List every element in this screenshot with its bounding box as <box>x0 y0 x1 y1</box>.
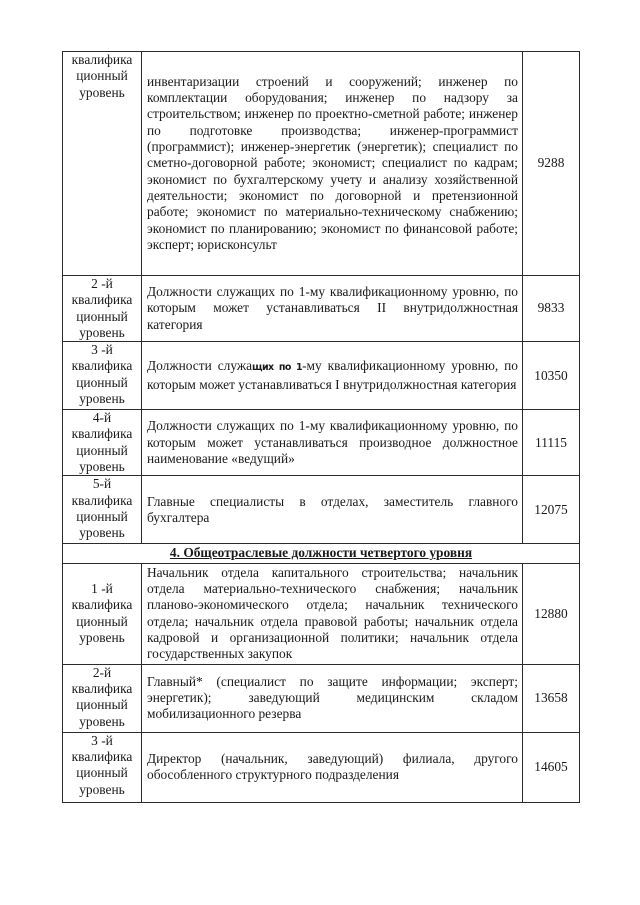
qualification-level-cell: 3 -й квалифика ционный уровень <box>63 732 142 802</box>
table-row <box>63 732 580 802</box>
position-description-cell: Начальник отдела капитального строительства; начальник отдела материально-технического снабжения; начальник планово-экономического отдела; начальник технического отдела; начальник отдела правовой работы; начальник отдела кадровой и организационной политики; начальник отдела государственных закупок <box>142 563 523 664</box>
table-row <box>63 563 580 664</box>
table-row <box>63 664 580 732</box>
table-row <box>63 276 580 342</box>
table-row <box>63 476 580 544</box>
qualification-level-cell: 3 -й квалифика ционный уровень <box>63 342 142 410</box>
salary-cell: 10350 <box>523 342 580 410</box>
description-text: Должности служа <box>147 358 253 374</box>
salary-cell: 9833 <box>523 276 580 342</box>
salary-cell: 13658 <box>523 664 580 732</box>
table-row <box>63 342 580 410</box>
qualification-level-cell: квалифика ционный уровень <box>63 52 142 276</box>
table-row <box>63 410 580 476</box>
section-heading: 4. Общеотраслевые должности четвертого уровня <box>63 544 580 563</box>
salary-cell: 14605 <box>523 732 580 802</box>
salary-cell: 12075 <box>523 476 580 544</box>
position-description-cell <box>142 342 523 410</box>
description-text: -му квалификационному уровню, по которым может устанавливаться I внутридолжностная категория <box>147 358 518 392</box>
position-description-cell: Должности служащих по 1-му квалификационному уровню, по которым может устанавливаться производное должностное наименование «ведущий» <box>142 410 523 476</box>
qualification-level-cell: 4-й квалифика ционный уровень <box>63 410 142 476</box>
qualification-level-cell: 2-й квалифика ционный уровень <box>63 664 142 732</box>
position-description-cell: инвентаризации строений и сооружений; инженер по комплектации оборудования; инженер по надзору за строительством; инженер по проектно-сметной работе; инженер по подготовке производства; инженер-программист (программист); инженер-энергетик (энергетик); специалист по сметно-договорной работе; экономист; специалист по кадрам; экономист по бухгалтерскому учету и анализу хозяйственной деятельности; экономист по договорной и претензионной работе; экономист по материально-техническому снабжению; экономист по планированию; экономист по финансовой работе; эксперт; юрисконсульт <box>142 52 523 276</box>
salary-cell: 12880 <box>523 563 580 664</box>
qualification-table <box>62 51 580 803</box>
position-description-cell: Директор (начальник, заведующий) филиала, другого обособленного структурного подразделения <box>142 732 523 802</box>
position-description-cell: Главные специалисты в отделах, заместитель главного бухгалтера <box>142 476 523 544</box>
section-heading-row <box>63 544 580 563</box>
qualification-level-cell: 2 -й квалифика ционный уровень <box>63 276 142 342</box>
qualification-level-cell: 1 -й квалифика ционный уровень <box>63 563 142 664</box>
salary-cell: 9288 <box>523 52 580 276</box>
table-row <box>63 52 580 276</box>
salary-cell: 11115 <box>523 410 580 476</box>
position-description-cell: Должности служащих по 1-му квалификационному уровню, по которым может устанавливаться II внутридолжностная категория <box>142 276 523 342</box>
position-description-cell: Главный* (специалист по защите информации; эксперт; энергетик); заведующий медицинским складом мобилизационного резерва <box>142 664 523 732</box>
handwritten-correction: щих по 1 <box>252 362 303 374</box>
qualification-level-cell: 5-й квалифика ционный уровень <box>63 476 142 544</box>
salary-table-page <box>62 51 580 803</box>
